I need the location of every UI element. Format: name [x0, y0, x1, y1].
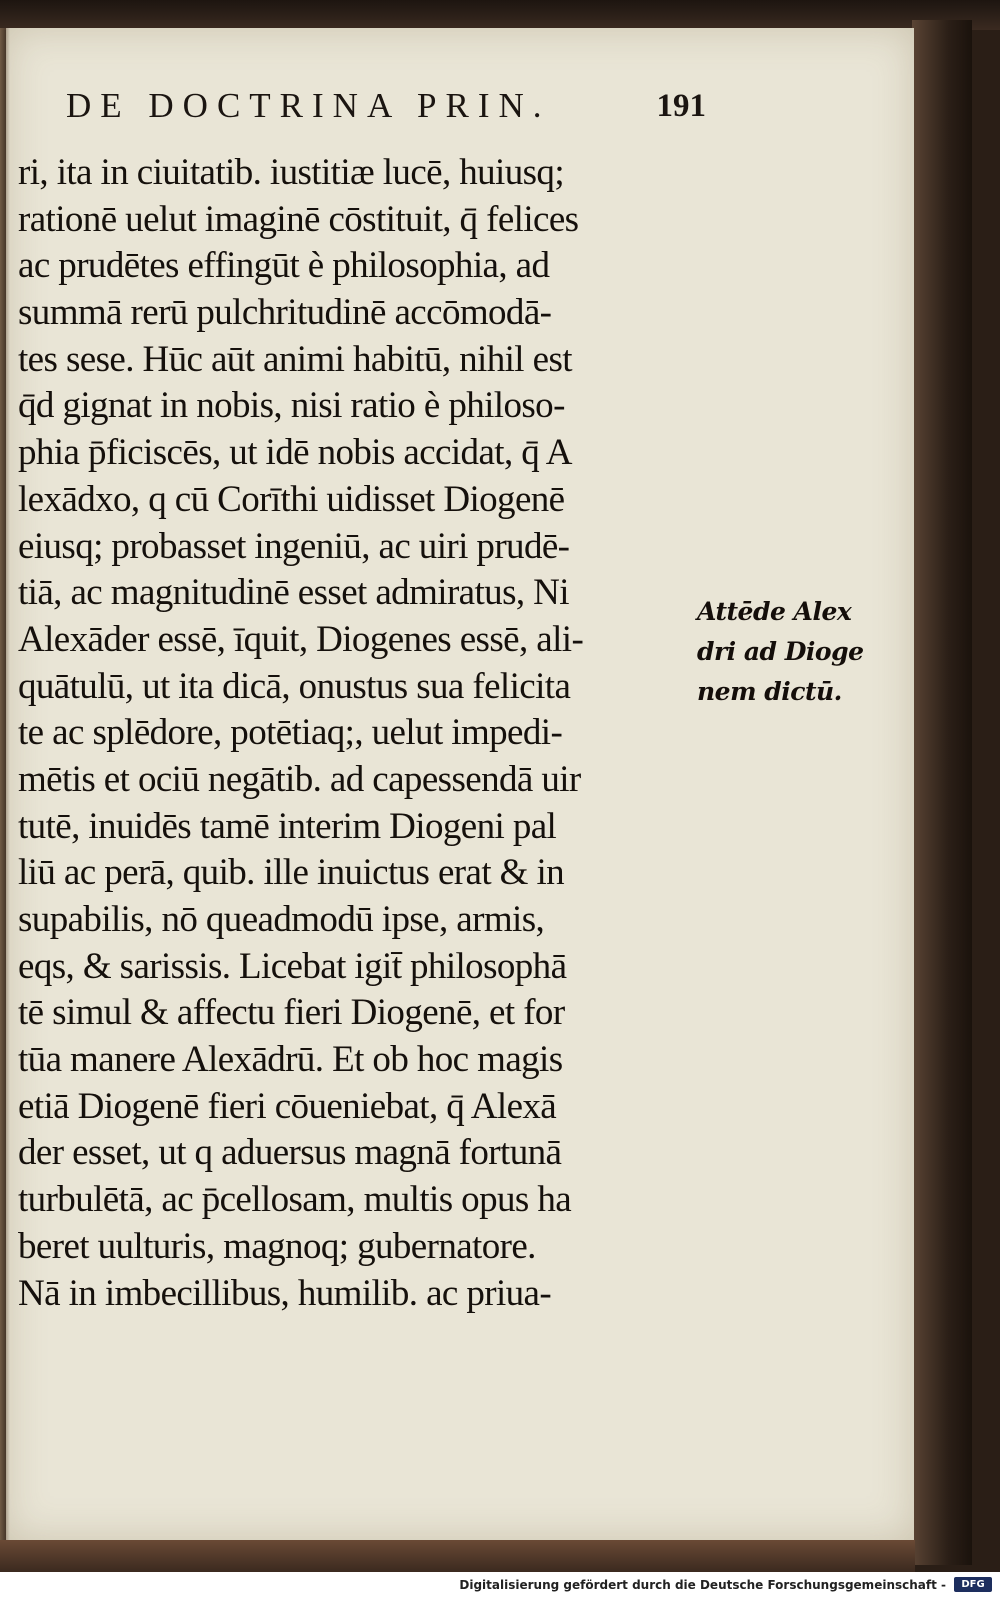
text-line: rationē uelut imaginē cōstituit, q̄ felices: [18, 198, 579, 240]
text-line: mētis et ociū negātib. ad capessendā uir: [18, 758, 581, 800]
text-line: tūa manere Alexādrū. Et ob hoc magis: [18, 1039, 563, 1081]
book-bottom-edge: [0, 1540, 915, 1572]
book-fore-edge: [912, 20, 972, 1565]
marginal-note: [697, 592, 867, 712]
text-line: ac prudētes effingūt è philosophia, ad: [18, 245, 550, 287]
text-line: etiā Diogenē fieri cōueniebat, q̄ Alexā: [18, 1085, 557, 1127]
text-line: Alexāder essē, īquit, Diogenes essē, ali-: [18, 618, 584, 660]
text-line: ri, ita in ciuitatib. iustitiæ lucē, huiusq;: [18, 152, 565, 193]
book-top-edge: [0, 0, 1000, 30]
text-line: liū ac perā, quib. ille inuictus erat & in: [18, 852, 565, 894]
digitization-footer: [0, 1572, 1000, 1599]
dfg-logo-icon: DFG: [954, 1577, 992, 1592]
text-line: phia p̄ficiscēs, ut idē nobis accidat, q̄ A: [18, 432, 572, 474]
text-line: q̄d gignat in nobis, nisi ratio è philoso-: [18, 385, 565, 427]
marginal-note-line: nem dictū.: [697, 677, 842, 706]
page-header: [66, 86, 706, 136]
text-line: quātulū, ut ita dicā, onustus sua felicita: [18, 665, 571, 707]
text-line: der esset, ut q aduersus magnā fortunā: [18, 1132, 562, 1174]
text-line: tiā, ac magnitudinē esset admiratus, Ni: [18, 572, 569, 614]
text-line: turbulētā, ac p̄cellosam, multis opus ha: [18, 1179, 572, 1221]
text-line: eiusq; probasset ingeniū, ac uiri prudē-: [18, 525, 570, 567]
marginal-note-line: Attēde Alex: [697, 597, 852, 626]
text-line: lexādxo, q cū Corīthi uidisset Diogenē: [18, 478, 565, 520]
body-text-block: [18, 150, 708, 1317]
page-number: 191: [656, 88, 706, 124]
text-line: tutē, inuidēs tamē interim Diogeni pal: [18, 805, 557, 847]
text-line: summā rerū pulchritudinē accōmodā-: [18, 292, 552, 334]
text-line: te ac splēdore, potētiaq;, uelut impedi-: [18, 712, 563, 754]
text-line: eqs, & sarissis. Licebat igit̄ philosophā: [18, 945, 567, 987]
text-line: Nā in imbecillibus, humilib. ac priua-: [18, 1272, 552, 1314]
page-gutter-shadow: [0, 28, 10, 1540]
funding-credit: Digitalisierung gefördert durch die Deutsche Forschungsgemeinschaft -: [459, 1578, 946, 1592]
text-line: beret uulturis, magnoq; gubernatore.: [18, 1225, 536, 1267]
text-line: tē simul & affectu fieri Diogenē, et for: [18, 992, 565, 1034]
marginal-note-line: dri ad Dioge: [697, 637, 864, 666]
running-title: DE DOCTRINA PRIN.: [66, 86, 551, 125]
text-line: supabilis, nō queadmodū ipse, armis,: [18, 899, 545, 940]
text-line: tes sese. Hūc aūt animi habitū, nihil est: [18, 338, 572, 380]
